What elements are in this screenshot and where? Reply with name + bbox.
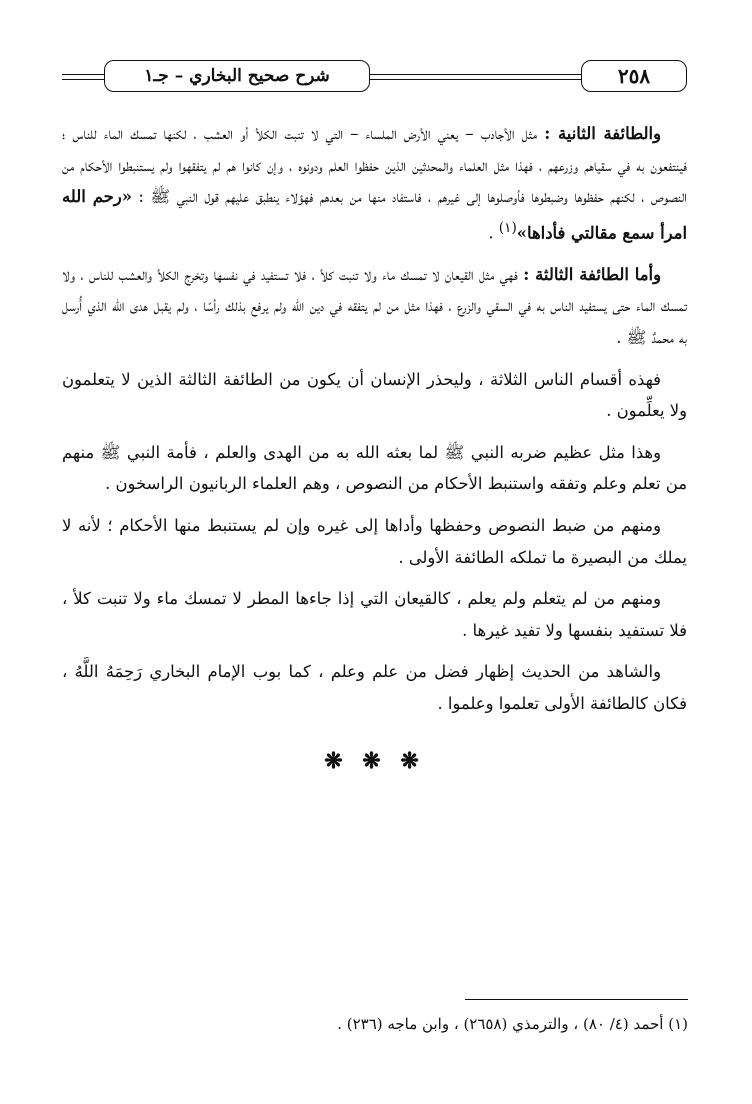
paragraph-lead: وأما الطائفة الثالثة : <box>523 264 662 284</box>
book-title: شرح صحيح البخاري – جـ١ <box>104 60 370 92</box>
footnote: (١) أحمد (٤/ ٨٠) ، والترمذي (٢٦٥٨) ، وابن ماجه (٢٣٦) . <box>337 1015 688 1033</box>
paragraph-3: فهذه أقسام الناس الثلاثة ، وليحذر الإنسان أن يكون من الطائفة الثالثة الذين لا يتعلمون ولا يعلِّمون . <box>62 369 687 421</box>
paragraph-6: ومنهم من لم يتعلم ولم يعلم ، كالقيعان التي إذا جاءها المطر لا تمسك ماء ولا تنبت كلأ ، فلا تستفيد بنفسها ولا تفيد غيرها . <box>62 589 687 640</box>
paragraph-1 <box>62 118 687 249</box>
paragraph-lead: والطائفة الثانية : <box>544 124 661 143</box>
paragraph-4: وهذا مثل عظيم ضربه النبي ﷺ لما بعثه الله به من الهدى والعلم ، فأمة النبي ﷺ منهم من تعلم وعلم وتفقه واستنبط الأحكام من النصوص ، وهم العلماء الربانيون الراسخون . <box>62 442 687 494</box>
section-separator: ❋ ❋ ❋ <box>324 747 425 774</box>
paragraph-2 <box>62 259 687 354</box>
footnote-rule <box>465 999 688 1000</box>
paragraph-5: ومنهم من ضبط النصوص وحفظها وأداها إلى غيره وإن لم يستنبط منها الأحكام ؛ لأنه لا يملك من البصيرة ما تملكه الطائفة الأولى . <box>62 516 687 567</box>
hadith-quote: «رحم الله امرأ سمع مقالتي فأداها» <box>62 187 687 243</box>
paragraph-text: فهي مثل القيعان لا تمسك ماء ولا تنبت كلأ ، فلا تستفيد في نفسها وتخرج الكلأ والعشب للناس ، ولا تمسك الماء حتى يستفيد الناس به في السقي والزرع ، فهذا مثل من لم يتفقه في دين الله ولم يرفع بذلك رأسًا ، ولم يقبل هدى الله الذي أُرسل به محمدٌ ﷺ . <box>62 264 687 348</box>
paragraph-7: والشاهد من الحديث إظهار فضل من علم وعلم ، كما بوب الإمام البخاري رَحِمَهُ اللَّهُ ، فكان كالطائفة الأولى تعلموا وعلموا . <box>62 662 687 713</box>
footnote-marker: (١) <box>498 219 517 236</box>
page-body <box>62 118 687 777</box>
running-header <box>62 58 687 98</box>
page-number: ٢٥٨ <box>581 60 687 92</box>
paragraph-tail: . <box>488 223 499 243</box>
paragraph-text: مثل الأجادب – يعني الأرض الملساء – التي لا تنبت الكلأ أو العشب ، لكنها تمسك الماء للناس ؛ فينتفعون به في سقياهم وزرعهم ، فهذا مثل العلماء والمحدثين الذين حفظوا العلم ودونوه ، وإن كانوا هم لم يتفقهوا ولم يستنبطوا الأحكام من النصوص ، لكنهم حفظوها وضبطوها فأوصلوها إلى غيرهم ، فاستفاد منها من بعدهم فهؤلاء ينطبق عليهم قول النبي ﷺ : <box>62 124 688 207</box>
